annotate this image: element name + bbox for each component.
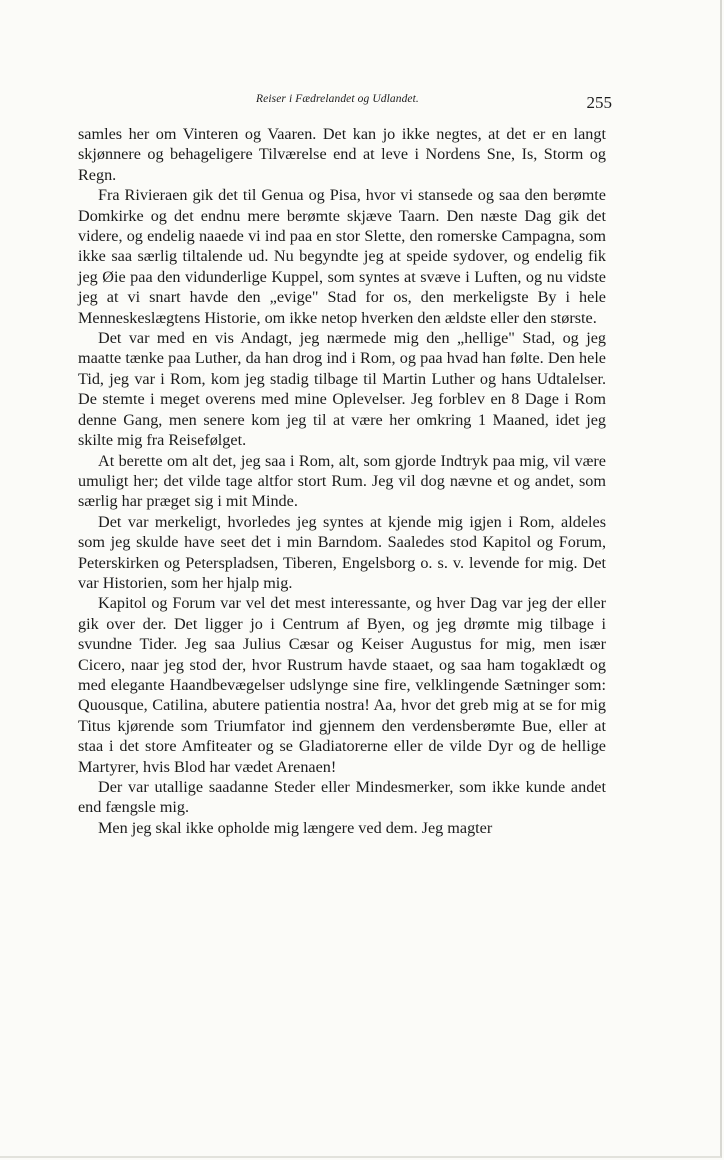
paragraph: Men jeg skal ikke opholde mig længere ved dem. Jeg magter — [98, 818, 493, 837]
paragraph: Der var utallige saadanne Steder eller Mindesmerker, som ikke kunde andet end fængsle mig. — [78, 778, 606, 817]
body-text — [78, 124, 606, 838]
page-header — [78, 88, 612, 118]
paragraph: Kapitol og Forum var vel det mest interessante, og hver Dag var jeg der eller gik over der. Det ligger jo i Centrum af Byen, og jeg drømte mig tilbage i svundne Tider. Jeg saa Julius Cæsar og Keiser Augustus for mig, men især Cicero, naar jeg stod der, hvor Rustrum havde staaet, og saa ham togaklædt og med elegante Haandbevægelser udslynge sine fire, velklingende Sætninger som: Quousque, Catilina, abutere patientia nostra! Aa, hvor det greb mig at se for mig Titus kjørende som Triumfator ind gjennem den verdensberømte Bue, eller at staa i det store Amfiteater og se Gladiatorerne eller de vilde Dyr og de hellige Martyrer, hvis Blod har vædet Arenaen! — [78, 594, 606, 776]
paragraph: Det var med en vis Andagt, jeg nærmede mig den „hellige" Stad, og jeg maatte tænke paa Luther, da han drog ind i Rom, og paa hvad han følte. Den hele Tid, jeg var i Rom, kom jeg stadig tilbage til Martin Luther og hans Udtalelser. De stemte i meget overens med mine Oplevelser. Jeg forblev en 8 Dage i Rom denne Gang, men senere kom jeg til at være her omkring 1 Maaned, idet jeg skilte mig fra Reisefølget. — [78, 329, 606, 450]
page-number: 255 — [586, 93, 612, 112]
paragraph-continuation: samles her om Vinteren og Vaaren. Det kan jo ikke negtes, at det er en langt skjønnere og behageligere Tilværelse end at leve i Nordens Sne, Is, Storm og Regn. — [78, 125, 606, 184]
paragraph: Fra Rivieraen gik det til Genua og Pisa, hvor vi stansede og saa den berømte Domkirke og det endnu mere berømte skjæve Taarn. Den næste Dag gik det videre, og endelig naaede vi ind paa en stor Slette, den romerske Campagna, som ikke saa særlig tiltalende ud. Nu begyndte jeg at speide sydover, og endelig fik jeg Øie paa den vidunderlige Kuppel, som syntes at svæve i Luften, og nu vidste jeg at vi snart havde den „evige" Stad for os, den merkeligste By i hele Menneskeslægtens Historie, om ikke netop hverken den ældste eller den største. — [78, 186, 606, 327]
running-head: Reiser i Fædrelandet og Udlandet. — [256, 93, 419, 105]
paragraph: At berette om alt det, jeg saa i Rom, alt, som gjorde Indtryk paa mig, vil være umuligt her; det vilde tage altfor stort Rum. Jeg vil dog nævne et og andet, som særlig har præget sig i mit Minde. — [78, 451, 606, 511]
paragraph: Det var merkeligt, hvorledes jeg syntes at kjende mig igjen i Rom, aldeles som jeg skulde have seet det i min Barndom. Saaledes stod Kapitol og Forum, Peterskirken og Peterspladsen, Tiberen, Engelsborg o. s. v. levende for mig. Det var Historien, som her hjalp mig. — [78, 512, 606, 592]
